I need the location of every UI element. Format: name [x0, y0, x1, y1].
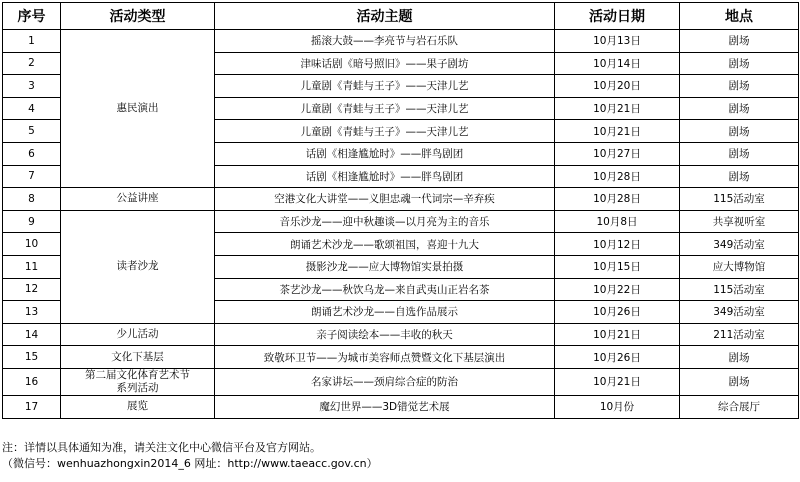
place-cell: 349活动室: [680, 301, 799, 324]
seq-cell: 2: [3, 52, 61, 75]
type-cell-grassroots: 文化下基层: [61, 346, 215, 369]
seq-cell: 9: [3, 210, 61, 233]
place-cell: 211活动室: [680, 323, 799, 346]
date-cell: 10月15日: [555, 255, 680, 278]
theme-cell: 名家讲坛——颈肩综合症的防治: [215, 368, 555, 395]
seq-cell: 6: [3, 142, 61, 165]
theme-cell: 朗诵艺术沙龙——歌颂祖国，喜迎十九大: [215, 233, 555, 256]
table-row: [3, 323, 799, 346]
theme-cell: 话剧《相逢尴尬时》——胖鸟剧团: [215, 142, 555, 165]
festival-line-1: 第二届文化体育艺术节: [85, 368, 190, 381]
place-cell: 剧场: [680, 97, 799, 120]
type-cell-performance: 惠民演出: [61, 30, 215, 188]
place-cell: 剧场: [680, 52, 799, 75]
seq-cell: 17: [3, 395, 61, 418]
seq-cell: 12: [3, 278, 61, 301]
place-cell: 115活动室: [680, 278, 799, 301]
date-cell: 10月28日: [555, 188, 680, 211]
seq-cell: 16: [3, 368, 61, 395]
footnotes: [2, 440, 378, 472]
date-cell: 10月12日: [555, 233, 680, 256]
date-cell: 10月21日: [555, 120, 680, 143]
date-cell: 10月20日: [555, 75, 680, 98]
date-cell: 10月21日: [555, 323, 680, 346]
table-row: [3, 188, 799, 211]
theme-cell: 儿童剧《青蛙与王子》——天津儿艺: [215, 97, 555, 120]
place-cell: 剧场: [680, 165, 799, 188]
date-cell: 10月26日: [555, 346, 680, 369]
theme-cell: 儿童剧《青蛙与王子》——天津儿艺: [215, 75, 555, 98]
note-line-1: 注：详情以具体通知为准，请关注文化中心微信平台及官方网站。: [2, 441, 321, 454]
note-line-2: （微信号：wenhuazhongxin2014_6 网址：http://www.taeacc.gov.cn）: [2, 457, 378, 470]
place-cell: 剧场: [680, 120, 799, 143]
theme-cell: 空港文化大讲堂——义胆忠魂一代词宗—辛弃疾: [215, 188, 555, 211]
table-row: [3, 30, 799, 53]
theme-cell: 津味话剧《暗号照旧》——果子剧坊: [215, 52, 555, 75]
seq-cell: 13: [3, 301, 61, 324]
header-date: 活动日期: [555, 3, 680, 30]
place-cell: 综合展厅: [680, 395, 799, 418]
place-cell: 349活动室: [680, 233, 799, 256]
place-cell: 剧场: [680, 346, 799, 369]
festival-line-2: 系列活动: [116, 381, 159, 394]
theme-cell: 朗诵艺术沙龙——自选作品展示: [215, 301, 555, 324]
seq-cell: 14: [3, 323, 61, 346]
header-seq: 序号: [3, 3, 61, 30]
date-cell: 10月21日: [555, 97, 680, 120]
seq-cell: 4: [3, 97, 61, 120]
date-cell: 10月21日: [555, 368, 680, 395]
date-cell: 10月26日: [555, 301, 680, 324]
place-cell: 剧场: [680, 30, 799, 53]
theme-cell: 话剧《相逢尴尬时》——胖鸟剧团: [215, 165, 555, 188]
theme-cell: 音乐沙龙——迎中秋趣谈—以月亮为主的音乐: [215, 210, 555, 233]
header-type: 活动类型: [61, 3, 215, 30]
seq-cell: 1: [3, 30, 61, 53]
date-cell: 10月份: [555, 395, 680, 418]
theme-cell: 摄影沙龙——应大博物馆实景拍摄: [215, 255, 555, 278]
type-cell-salon: 读者沙龙: [61, 210, 215, 323]
date-cell: 10月13日: [555, 30, 680, 53]
type-cell-lecture: 公益讲座: [61, 188, 215, 211]
header-theme: 活动主题: [215, 3, 555, 30]
seq-cell: 5: [3, 120, 61, 143]
place-cell: 剧场: [680, 142, 799, 165]
table-row: [3, 395, 799, 418]
place-cell: 剧场: [680, 75, 799, 98]
date-cell: 10月14日: [555, 52, 680, 75]
seq-cell: 15: [3, 346, 61, 369]
theme-cell: 致敬环卫节——为城市美容师点赞暨文化下基层演出: [215, 346, 555, 369]
date-cell: 10月27日: [555, 142, 680, 165]
header-row: [3, 3, 799, 30]
seq-cell: 11: [3, 255, 61, 278]
type-cell-festival: [61, 368, 215, 395]
theme-cell: 魔幻世界——3D错觉艺术展: [215, 395, 555, 418]
theme-cell: 摇滚大鼓——李亮节与岩石乐队: [215, 30, 555, 53]
header-place: 地点: [680, 3, 799, 30]
seq-cell: 10: [3, 233, 61, 256]
theme-cell: 儿童剧《青蛙与王子》——天津儿艺: [215, 120, 555, 143]
type-cell-exhibition: 展览: [61, 395, 215, 418]
table-row: [3, 368, 799, 395]
place-cell: 共享视听室: [680, 210, 799, 233]
table-row: [3, 346, 799, 369]
table-row: [3, 210, 799, 233]
seq-cell: 7: [3, 165, 61, 188]
date-cell: 10月28日: [555, 165, 680, 188]
date-cell: 10月22日: [555, 278, 680, 301]
type-cell-children: 少儿活动: [61, 323, 215, 346]
theme-cell: 茶艺沙龙——秋饮乌龙—来自武夷山正岩名茶: [215, 278, 555, 301]
theme-cell: 亲子阅读绘本——丰收的秋天: [215, 323, 555, 346]
place-cell: 剧场: [680, 368, 799, 395]
place-cell: 115活动室: [680, 188, 799, 211]
seq-cell: 3: [3, 75, 61, 98]
date-cell: 10月8日: [555, 210, 680, 233]
seq-cell: 8: [3, 188, 61, 211]
activity-schedule-table: [2, 2, 799, 419]
place-cell: 应大博物馆: [680, 255, 799, 278]
